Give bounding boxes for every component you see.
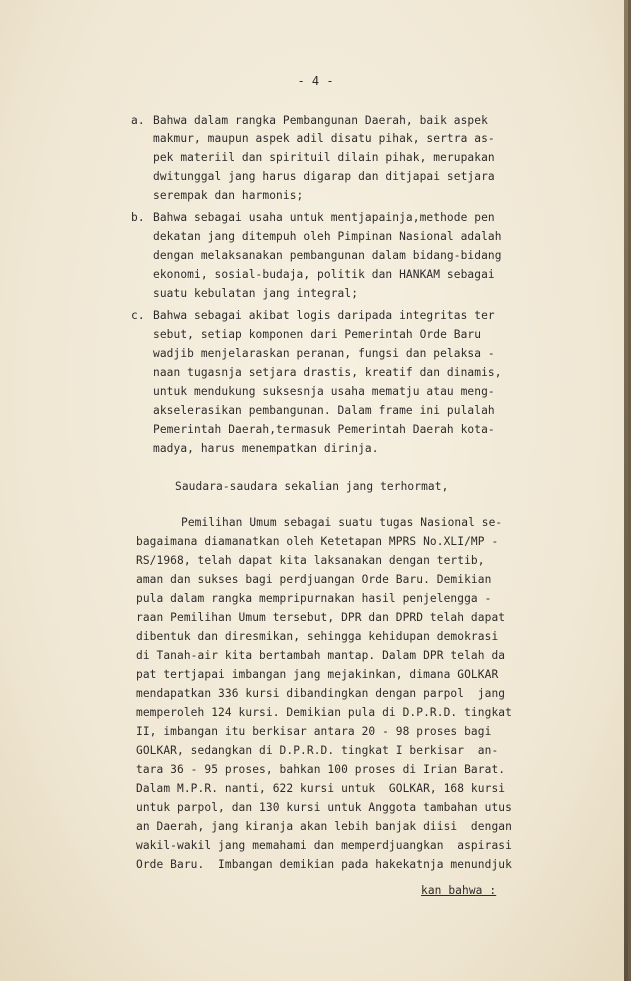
item-c-line: naan tugasnja setjara drastis, kreatif dan dinamis,	[153, 366, 502, 379]
item-b-line: Bahwa sebagai usaha untuk mentjapainja,methode pen	[153, 211, 495, 224]
page-number: - 4 -	[297, 74, 334, 88]
item-a-line: makmur, maupun aspek adil disatu pihak, sertra as-	[153, 132, 495, 145]
salutation: Saudara-saudara sekalian jang terhormat,	[175, 480, 449, 493]
paragraph-line: raan Pemilihan Umum tersebut, DPR dan DPRD telah dapat	[136, 611, 506, 624]
item-marker-b: b.	[131, 211, 145, 224]
item-marker-c: c.	[131, 309, 145, 322]
item-c-line: madya, harus menempatkan dirinja.	[153, 442, 379, 455]
paragraph-line: Dalam M.P.R. nanti, 622 kursi untuk GOLKAR, 168 kursi	[136, 782, 506, 795]
item-b-line: dekatan jang ditempuh oleh Pimpinan Nasional adalah	[153, 230, 502, 243]
paragraph-line: untuk parpol, dan 130 kursi untuk Anggota tambahan utus	[136, 801, 512, 814]
item-c-line: Bahwa sebagai akibat logis daripada integritas ter	[153, 309, 495, 322]
paragraph-line: RS/1968, telah dapat kita laksanakan dengan tertib,	[136, 554, 485, 567]
item-b-line: suatu kebulatan jang integral;	[153, 287, 359, 300]
item-a-line: pek materiil dan spirituil dilain pihak, merupakan	[153, 151, 495, 164]
item-a-line: dwitunggal jang harus digarap dan ditjapai setjara	[153, 170, 495, 183]
item-c-line: akselerasikan pembangunan. Dalam frame ini pulalah	[153, 404, 495, 417]
paragraph-line: dibentuk dan diresmikan, sehingga kehidupan demokrasi	[136, 630, 499, 643]
paragraph-line: Orde Baru. Imbangan demikian pada hakekatnja menundjuk	[136, 858, 512, 871]
paragraph-line: tara 36 - 95 proses, bahkan 100 proses di Irian Barat.	[136, 763, 506, 776]
item-b-line: ekonomi, sosial-budaja, politik dan HANKAM sebagai	[153, 268, 495, 281]
paragraph-line: pat tertjapai imbangan jang mejakinkan, dimana GOLKAR	[136, 668, 499, 681]
item-b-line: dengan melaksanakan pembangunan dalam bidang-bidang	[153, 249, 502, 262]
item-c-line: untuk mendukung suksesnja usaha mematju atau meng-	[153, 385, 495, 398]
paragraph-line: an Daerah, jang kiranja akan lebih banjak diisi dengan	[136, 820, 512, 833]
paragraph-line: aman dan sukses bagi perdjuangan Orde Baru. Demikian	[136, 573, 492, 586]
item-c-line: wadjib menjelaraskan peranan, fungsi dan pelaksa -	[153, 347, 495, 360]
item-a-line: serempak dan harmonis;	[153, 189, 304, 202]
paragraph-line: Pemilihan Umum sebagai suatu tugas Nasional se-	[181, 516, 503, 529]
paragraph-line: bagaimana diamanatkan oleh Ketetapan MPRS No.XLI/MP -	[136, 535, 499, 548]
paragraph-line: memperoleh 124 kursi. Demikian pula di D.P.R.D. tingkat	[136, 706, 512, 719]
item-c-line: Pemerintah Daerah,termasuk Pemerintah Daerah kota-	[153, 423, 495, 436]
paragraph-line: II, imbangan itu berkisar antara 20 - 98 proses bagi	[136, 725, 492, 738]
paragraph-line: GOLKAR, sedangkan di D.P.R.D. tingkat I berkisar an-	[136, 744, 499, 757]
paragraph-line: wakil-wakil jang memahami dan memperdjuangkan aspirasi	[136, 839, 512, 852]
paragraph-line: pula dalam rangka mempripurnakan hasil penjelengga -	[136, 592, 492, 605]
paragraph-line: di Tanah-air kita bertambah mantap. Dalam DPR telah da	[136, 649, 506, 662]
paragraph-line: mendapatkan 336 kursi dibandingkan dengan parpol jang	[136, 687, 506, 700]
page-edge	[624, 0, 628, 981]
item-marker-a: a.	[131, 114, 145, 127]
item-c-line: sebut, setiap komponen dari Pemerintah Orde Baru	[153, 328, 482, 341]
catchword: kan bahwa :	[421, 884, 497, 897]
item-a-line: Bahwa dalam rangka Pembangunan Daerah, baik aspek	[153, 114, 488, 127]
